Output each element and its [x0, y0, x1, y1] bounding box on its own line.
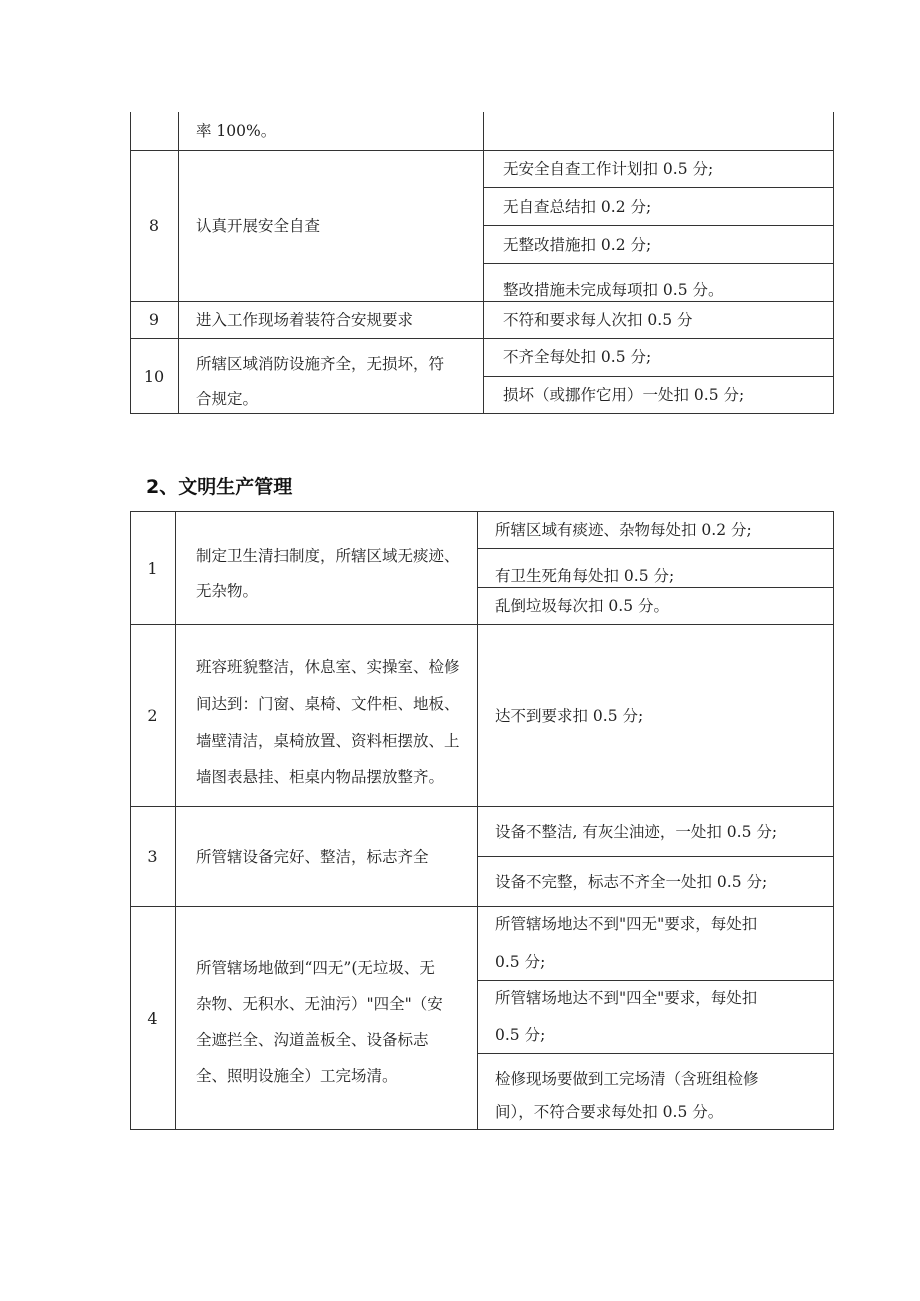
table-cell-item: 无杂物。: [196, 582, 259, 600]
table-cell-item: 进入工作现场着装符合安规要求: [196, 311, 414, 329]
table-cell-criteria: 整改措施未完成每项扣 0.5 分。: [503, 281, 724, 299]
table-cell-criteria: 无整改措施扣 0.2 分;: [503, 236, 652, 254]
table-cell-criteria: 设备不整洁, 有灰尘油迹，一处扣 0.5 分;: [495, 823, 778, 841]
row-number: 1: [147, 559, 158, 578]
table-cell-criteria: 损坏（或挪作它用）一处扣 0.5 分;: [503, 386, 745, 404]
row-number: 4: [147, 1009, 158, 1028]
table-cell-item: 制定卫生清扫制度，所辖区域无痰迹、: [196, 547, 460, 565]
table-cell-item: 认真开展安全自查: [196, 217, 321, 235]
table-cell-criteria: 不符和要求每人次扣 0.5 分: [503, 311, 693, 329]
table-cell-item: 间达到：门窗、桌椅、文件柜、地板、: [196, 695, 460, 713]
table-cell-item: 墙壁清洁，桌椅放置、资料柜摆放、上: [196, 732, 460, 750]
table-cell-item: 墙图表悬挂、柜桌内物品摆放整齐。: [196, 768, 445, 786]
row-number: 2: [147, 706, 158, 725]
row-number: 10: [143, 367, 165, 386]
table-cell-item: 率 100%。: [196, 122, 277, 140]
row-number: 3: [147, 847, 158, 866]
table-cell-criteria: 检修现场要做到工完场清（含班组检修: [495, 1070, 759, 1088]
table-cell-criteria: 所管辖场地达不到"四无"要求，每处扣: [495, 915, 758, 933]
table-cell-item: 所管辖设备完好、整洁，标志齐全: [196, 848, 429, 866]
table-cell-criteria: 0.5 分;: [495, 953, 546, 971]
table-cell-criteria: 间），不符合要求每处扣 0.5 分。: [495, 1103, 724, 1121]
table-cell-criteria: 所管辖场地达不到"四全"要求，每处扣: [495, 989, 758, 1007]
table-cell-item: 全、照明设施全）工完场清。: [196, 1067, 398, 1085]
row-number: 8: [148, 216, 160, 235]
table-cell-criteria: 0.5 分;: [495, 1026, 546, 1044]
table-cell-criteria: 无安全自查工作计划扣 0.5 分;: [503, 160, 714, 178]
table-cell-item: 所辖区域消防设施齐全，无损坏，符: [196, 355, 445, 373]
row-number: 9: [148, 310, 160, 329]
table-cell-criteria: 不齐全每处扣 0.5 分;: [503, 348, 652, 366]
table-cell-criteria: 无自查总结扣 0.2 分;: [503, 198, 652, 216]
table-cell-item: 杂物、无积水、无油污）"四全"（安: [196, 995, 443, 1013]
table-cell-item: 合规定。: [196, 390, 259, 408]
table-cell-criteria: 设备不完整，标志不齐全一处扣 0.5 分;: [495, 873, 768, 891]
table-cell-criteria: 乱倒垃圾每次扣 0.5 分。: [495, 597, 670, 615]
table-cell-item: 全遮拦全、沟道盖板全、设备标志: [196, 1031, 429, 1049]
table-cell-item: 班容班貌整洁，休息室、实操室、检修: [196, 658, 460, 676]
table-cell-item: 所管辖场地做到“四无”(无垃圾、无: [196, 959, 435, 977]
table-cell-criteria: 有卫生死角每处扣 0.5 分;: [495, 567, 675, 585]
table-cell-criteria: 所辖区域有痰迹、杂物每处扣 0.2 分;: [495, 521, 752, 539]
table-cell-criteria: 达不到要求扣 0.5 分;: [495, 707, 644, 725]
section-title: 2、文明生产管理: [146, 476, 293, 498]
